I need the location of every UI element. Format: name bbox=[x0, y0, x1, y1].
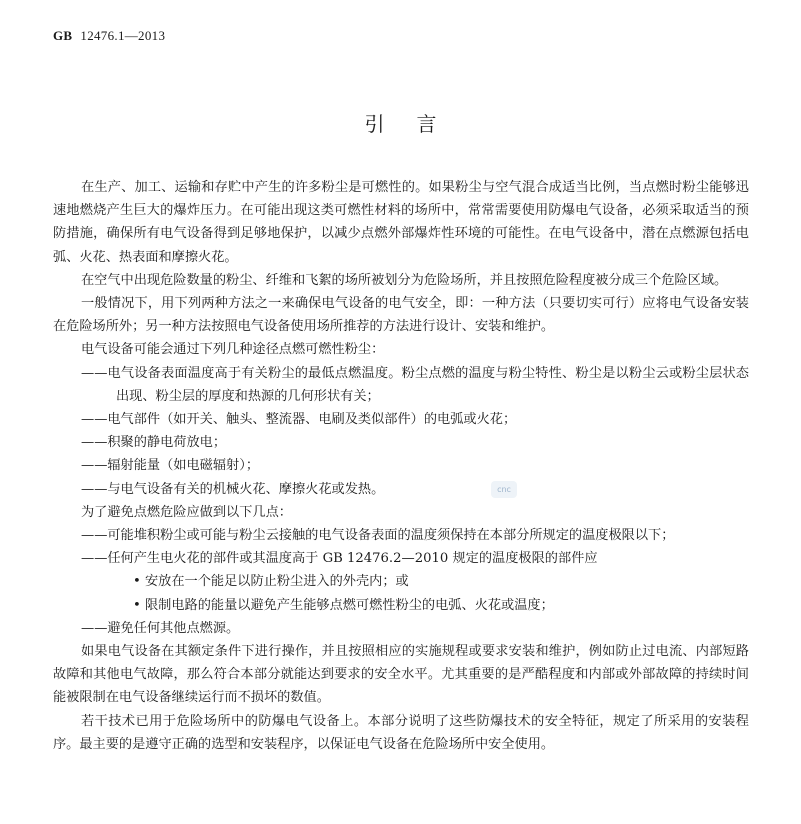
list-item: ——电气部件（如开关、触头、整流器、电刷及类似部件）的电弧或火花； bbox=[81, 412, 517, 428]
avoidance-lead: 为了避免点燃危险应做到以下几点： bbox=[81, 504, 292, 520]
list-item: ——避免任何其他点燃源。 bbox=[81, 620, 240, 636]
intro-paragraph-4: 如果电气设备在其额定条件下进行操作，并且按照相应的实施规程或要求安装和维护，例如防止过电流、内部短路故障和其他电气故障，那么符合本部分就能达到要求的安全水平。尤其重要的是严酷程度和内部或外部故障的持续时间能被限制在电气设备继续运行而不损坏的数值。 bbox=[53, 644, 749, 706]
list-item: ——辐射能量（如电磁辐射）； bbox=[81, 458, 260, 474]
ignition-paths-lead: 电气设备可能会通过下列几种途径点燃可燃性粉尘： bbox=[81, 342, 385, 358]
list-item: ——积聚的静电荷放电； bbox=[81, 435, 227, 451]
bullet-item: • 限制电路的能量以避免产生能够点燃可燃性粉尘的电弧、火花或温度； bbox=[133, 597, 554, 613]
list-item: ——与电气设备有关的机械火花、摩擦火花或发热。 bbox=[81, 481, 385, 497]
list-item: ——可能堆积粉尘或可能与粉尘云接触的电气设备表面的温度须保持在本部分所规定的温度极限以下； bbox=[81, 528, 675, 544]
intro-paragraph-1: 在生产、加工、运输和存贮中产生的许多粉尘是可燃性的。如果粉尘与空气混合成适当比例，当点燃时粉尘能够迅速地燃烧产生巨大的爆炸压力。在可能出现这类可燃性材料的场所中，常常需要使用防爆电气设备，必须采取适当的预防措施，确保所有电气设备得到足够地保护，以减少点燃外部爆炸性环境的可能性。在电气设备中，潜在点燃源包括电弧、火花、热表面和摩擦火花。 bbox=[53, 180, 749, 265]
intro-paragraph-2: 在空气中出现危险数量的粉尘、纤维和飞絮的场所被划分为危险场所，并且按照危险程度被分成三个危险区域。 bbox=[81, 272, 728, 288]
list-item: ——电气设备表面温度高于有关粉尘的最低点燃温度。粉尘点燃的温度与粉尘特性、粉尘是以粉尘云或粉尘层状态出现、粉尘层的厚度和热源的几何形状有关； bbox=[81, 365, 749, 404]
list-item: ——任何产生电火花的部件或其温度高于 GB 12476.2—2010 规定的温度极限的部件应 bbox=[81, 551, 598, 567]
standard-number bbox=[53, 28, 165, 44]
section-title: 引言 bbox=[364, 112, 469, 136]
standard-prefix: GB bbox=[53, 28, 73, 43]
watermark-logo: cnc bbox=[491, 481, 517, 498]
intro-paragraph-3: 一般情况下，用下列两种方法之一来确保电气设备的电气安全，即：一种方法（只要切实可行）应将电气设备安装在危险场所外；另一种方法按照电气设备使用场所推荐的方法进行设计、安装和维护。 bbox=[53, 296, 749, 335]
intro-paragraph-5: 若干技术已用于危险场所中的防爆电气设备上。本部分说明了这些防爆技术的安全特征，规定了所采用的安装程序。最主要的是遵守正确的选型和安装程序，以保证电气设备在危险场所中安全使用。 bbox=[53, 713, 749, 752]
document-body bbox=[53, 176, 749, 756]
standard-code: 12476.1—2013 bbox=[80, 28, 166, 43]
bullet-item: • 安放在一个能足以防止粉尘进入的外壳内；或 bbox=[133, 574, 409, 590]
